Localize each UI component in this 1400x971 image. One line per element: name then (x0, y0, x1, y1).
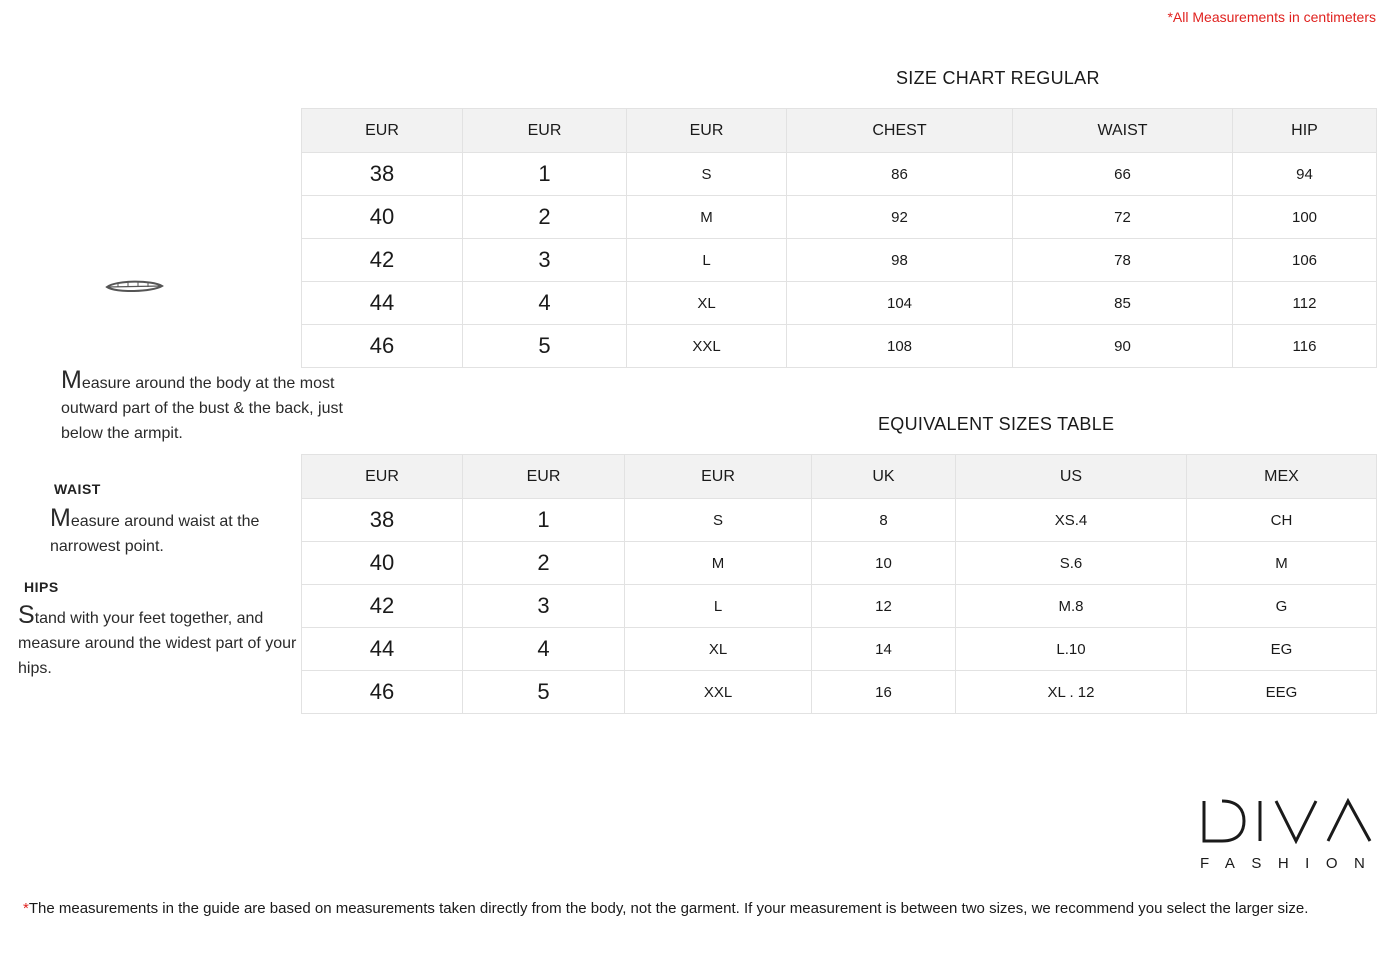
waist-heading: WAIST (54, 481, 101, 497)
table-cell: 1 (463, 153, 627, 196)
size-chart-title: SIZE CHART REGULAR (896, 68, 1100, 88)
column-header: EUR (627, 109, 787, 153)
table-cell: L (625, 585, 812, 628)
table-cell: 40 (302, 196, 463, 239)
table-cell: S (625, 499, 812, 542)
table-cell: L.10 (956, 628, 1187, 671)
table-row (302, 282, 1377, 325)
instruction-text: tand with your feet together, and measure around the widest part of your hips. (18, 610, 297, 677)
table-row (302, 153, 1377, 196)
column-header: WAIST (1013, 109, 1233, 153)
column-header: CHEST (787, 109, 1013, 153)
table-cell: 46 (302, 671, 463, 714)
table-cell: M (1187, 542, 1377, 585)
table-cell: 3 (463, 585, 625, 628)
diva-logo-mark (1200, 798, 1375, 844)
table-cell: 42 (302, 239, 463, 282)
table-cell: XXL (625, 671, 812, 714)
table-cell: 16 (812, 671, 956, 714)
column-header: EUR (302, 109, 463, 153)
table-cell: 5 (463, 671, 625, 714)
table-row (302, 239, 1377, 282)
column-header: EUR (463, 109, 627, 153)
table-cell: 4 (463, 282, 627, 325)
table-cell: 44 (302, 282, 463, 325)
table-cell: G (1187, 585, 1377, 628)
table-row (302, 671, 1377, 714)
table-cell: XL (625, 628, 812, 671)
table-cell: M.8 (956, 585, 1187, 628)
table-cell: 112 (1233, 282, 1377, 325)
table-cell: EEG (1187, 671, 1377, 714)
drop-cap: M (61, 366, 82, 394)
drop-cap: M (50, 504, 71, 532)
measurement-unit-note: *All Measurements in centimeters (1167, 9, 1376, 25)
diva-fashion-logo (1200, 798, 1382, 872)
table-cell: 1 (463, 499, 625, 542)
table-cell: M (627, 196, 787, 239)
table-cell: 72 (1013, 196, 1233, 239)
table-row (302, 542, 1377, 585)
table-cell: 86 (787, 153, 1013, 196)
table-cell: 108 (787, 325, 1013, 368)
table-cell: S.6 (956, 542, 1187, 585)
table-header-row (302, 109, 1377, 153)
column-header: MEX (1187, 455, 1377, 499)
footnote-asterisk: * (23, 900, 29, 917)
table-cell: 90 (1013, 325, 1233, 368)
table-cell: M (625, 542, 812, 585)
drop-cap: S (18, 601, 35, 629)
column-header: UK (812, 455, 956, 499)
column-header: US (956, 455, 1187, 499)
column-header: EUR (302, 455, 463, 499)
chest-measure-instruction (61, 368, 361, 446)
table-cell: 116 (1233, 325, 1377, 368)
table-cell: 46 (302, 325, 463, 368)
table-row (302, 499, 1377, 542)
table-cell: 92 (787, 196, 1013, 239)
footer-text: The measurements in the guide are based on measurements taken directly from the body, not the garment. If your measurement is between two sizes, we recommend you select the larger size. (28, 900, 1309, 917)
table-cell: 42 (302, 585, 463, 628)
footer-disclaimer (23, 899, 1363, 919)
size-chart-table (301, 108, 1377, 368)
table-header-row (302, 455, 1377, 499)
table-cell: 38 (302, 499, 463, 542)
table-cell: XL (627, 282, 787, 325)
table-cell: 100 (1233, 196, 1377, 239)
table-cell: 3 (463, 239, 627, 282)
table-row (302, 585, 1377, 628)
hips-heading: HIPS (24, 579, 59, 595)
column-header: EUR (463, 455, 625, 499)
table-cell: S (627, 153, 787, 196)
table-cell: L (627, 239, 787, 282)
hips-measure-instruction (18, 603, 303, 681)
equivalent-sizes-table (301, 454, 1377, 714)
logo-wordmark: FASHION (1200, 855, 1382, 872)
table-cell: 2 (463, 542, 625, 585)
table-cell: 8 (812, 499, 956, 542)
equivalent-sizes-title: EQUIVALENT SIZES TABLE (878, 414, 1115, 434)
table-cell: 12 (812, 585, 956, 628)
table-cell: 78 (1013, 239, 1233, 282)
table-cell: XL . 12 (956, 671, 1187, 714)
table-cell: 66 (1013, 153, 1233, 196)
table-cell: 2 (463, 196, 627, 239)
column-header: EUR (625, 455, 812, 499)
table-row (302, 628, 1377, 671)
column-header: HIP (1233, 109, 1377, 153)
instruction-text: easure around waist at the narrowest point. (50, 513, 260, 555)
table-cell: 4 (463, 628, 625, 671)
table-cell: 14 (812, 628, 956, 671)
table-row (302, 325, 1377, 368)
table-cell: 104 (787, 282, 1013, 325)
table-cell: 40 (302, 542, 463, 585)
table-cell: 44 (302, 628, 463, 671)
table-cell: 5 (463, 325, 627, 368)
table-cell: XXL (627, 325, 787, 368)
table-cell: 94 (1233, 153, 1377, 196)
table-cell: 10 (812, 542, 956, 585)
table-cell: EG (1187, 628, 1377, 671)
table-cell: 85 (1013, 282, 1233, 325)
table-cell: 98 (787, 239, 1013, 282)
waist-measure-instruction (50, 506, 300, 559)
instruction-text: easure around the body at the most outward part of the bust & the back, just below the armpit. (61, 375, 343, 442)
table-cell: 106 (1233, 239, 1377, 282)
table-cell: CH (1187, 499, 1377, 542)
table-cell: XS.4 (956, 499, 1187, 542)
table-row (302, 196, 1377, 239)
measuring-tape-icon (104, 277, 166, 297)
table-cell: 38 (302, 153, 463, 196)
